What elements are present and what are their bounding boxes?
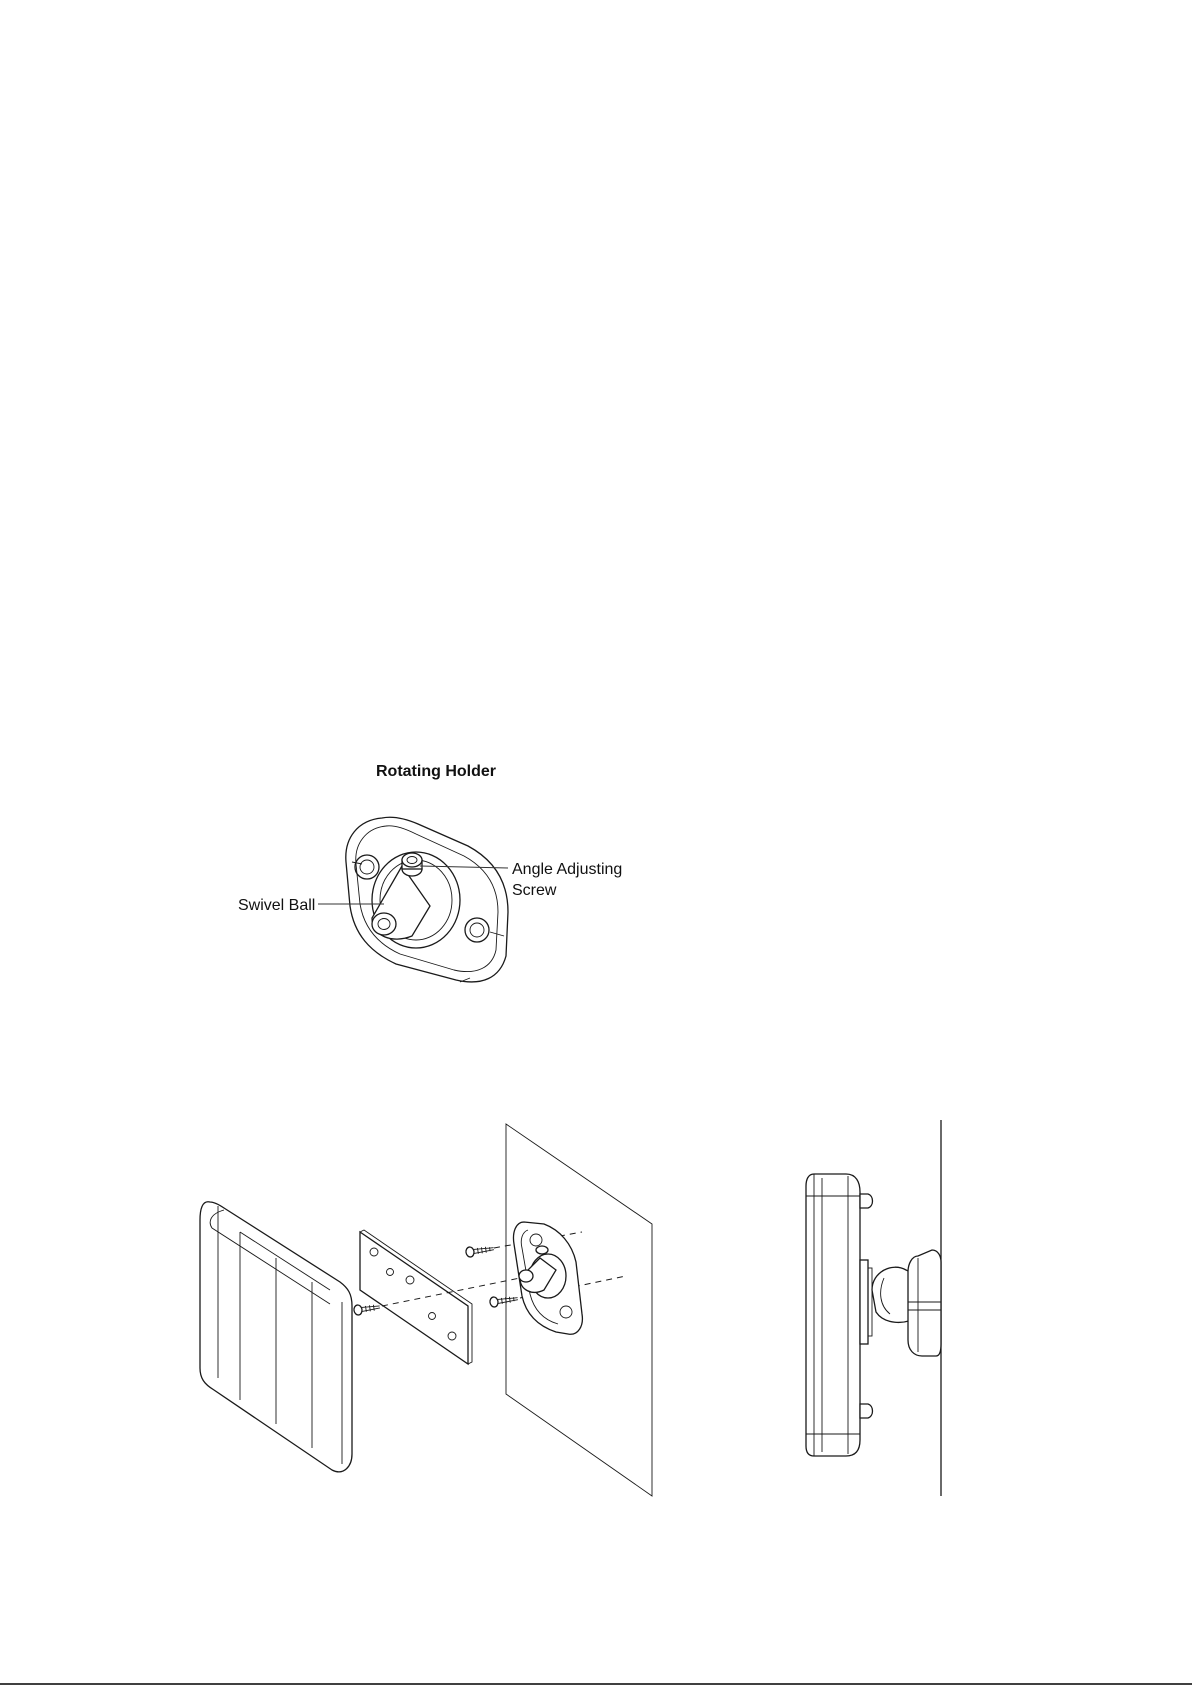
- swivel-ball-label: Swivel Ball: [238, 897, 316, 914]
- mounting-bracket: [360, 1230, 472, 1364]
- side-view-mounted: [806, 1120, 941, 1496]
- angle-screw-label-line2: Screw: [512, 882, 557, 899]
- exploded-installation-view: [200, 1124, 652, 1496]
- display-unit: [200, 1202, 352, 1472]
- rotating-holder-closeup: [346, 817, 508, 982]
- figure-title: Rotating Holder: [376, 763, 496, 780]
- wall-holder: [513, 1222, 582, 1334]
- angle-screw-label-line1: Angle Adjusting: [512, 861, 623, 878]
